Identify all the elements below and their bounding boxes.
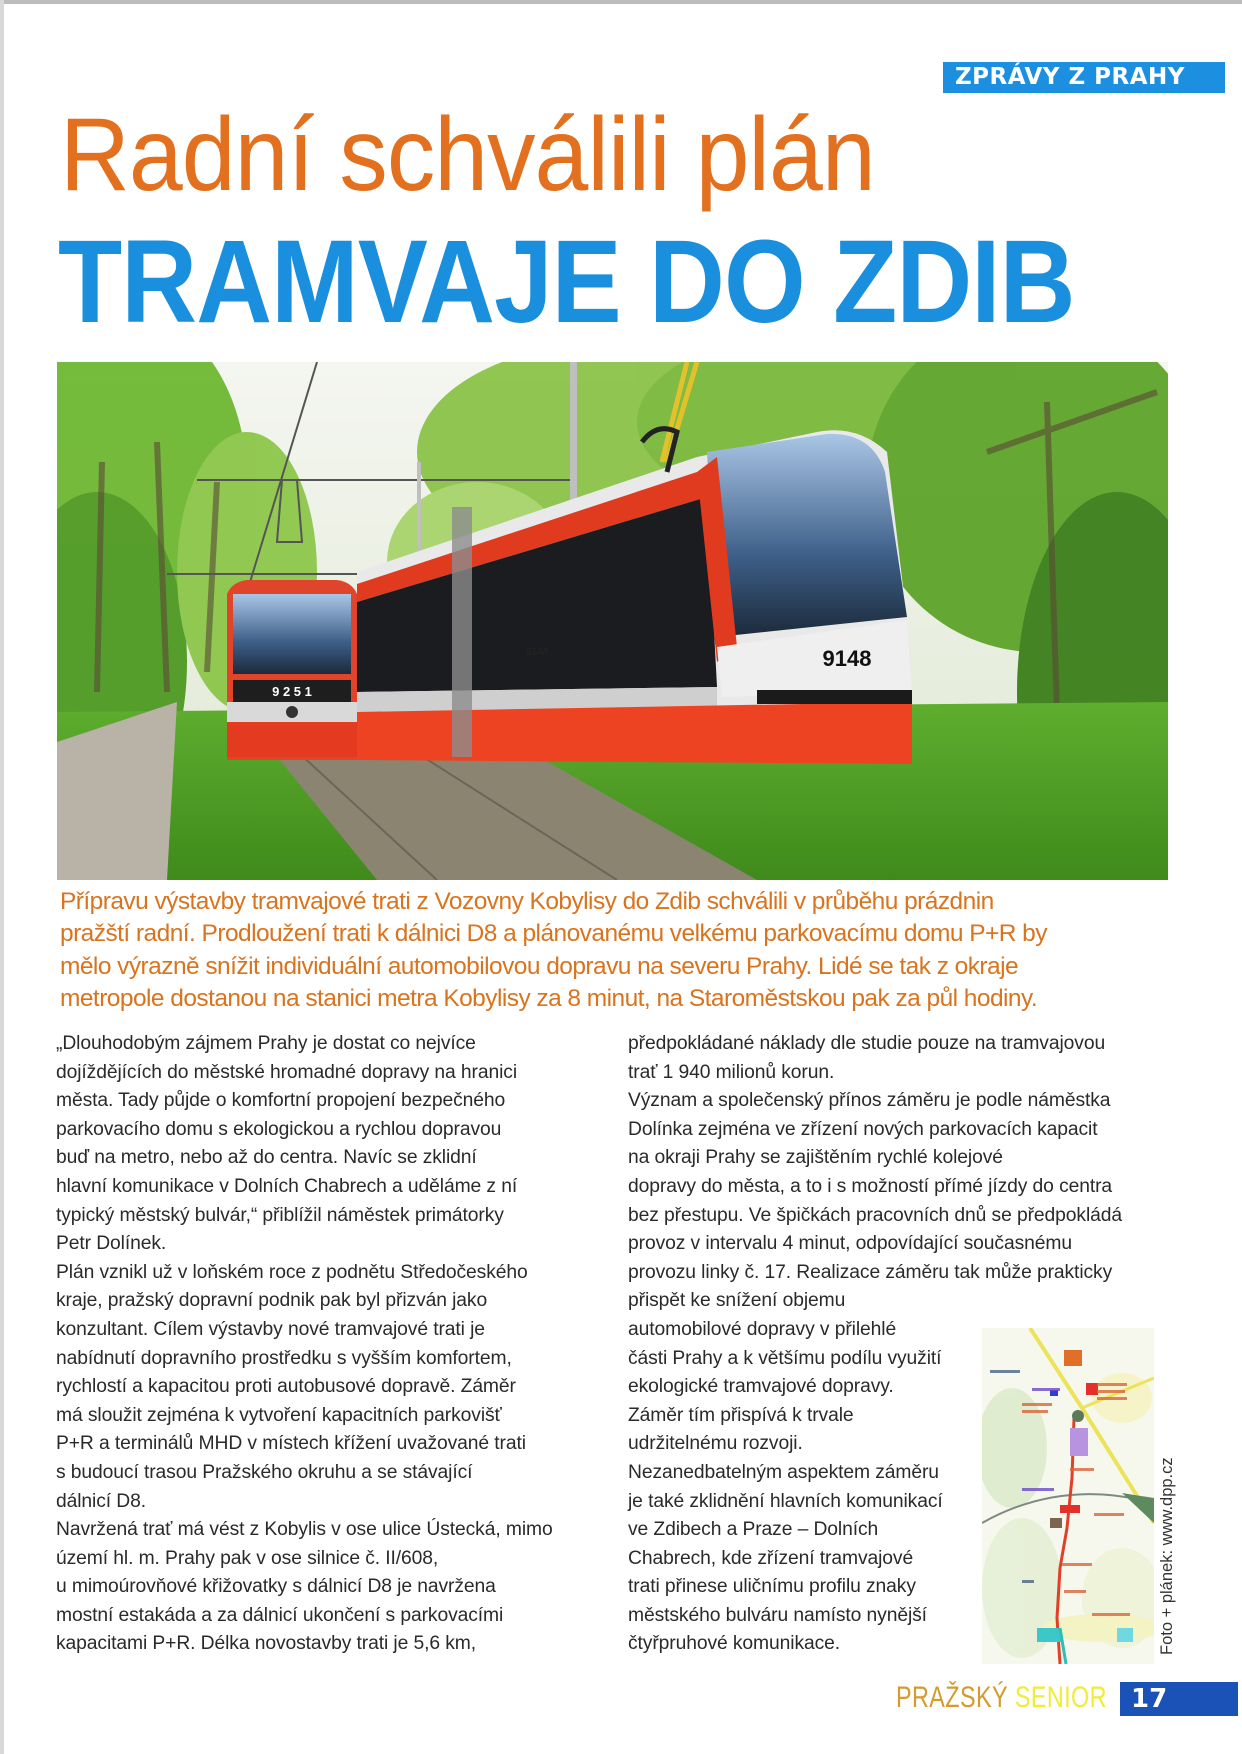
- body-line: P+R a terminálů MHD v místech křížení uvažované trati: [56, 1433, 526, 1455]
- lead-paragraph: [60, 886, 1180, 1015]
- body-line: „Dlouhodobým zájmem Prahy je dostat co nejvíce: [56, 1033, 476, 1054]
- page-edge: [0, 0, 4, 1754]
- photo-credit: Foto + plánek: www.dpp.cz: [1158, 1457, 1176, 1655]
- magazine-brand: [896, 1680, 1107, 1716]
- body-line: města. Tady půjde o komfortní propojení bezpečného: [56, 1090, 506, 1112]
- body-line: dálnicí D8.: [56, 1490, 146, 1512]
- body-line: Petr Dolínek.: [56, 1233, 167, 1255]
- body-line: ve Zdibech a Praze – Dolních: [628, 1519, 879, 1541]
- lead-line: pražští radní. Prodloužení trati k dálnici D8 a plánovanému velkému parkovacímu domu P+R by: [60, 920, 1047, 948]
- body-line: čtyřpruhové komunikace.: [628, 1633, 841, 1655]
- body-line: trať 1 940 milionů korun.: [628, 1061, 835, 1083]
- body-line: předpokládané náklady dle studie pouze na tramvajovou: [628, 1033, 1106, 1054]
- body-line: s budoucí trasou Pražského okruhu a se stávající: [56, 1461, 473, 1483]
- body-line: provoz v intervalu 4 minut, odpovídající současnému: [628, 1233, 1072, 1255]
- body-line: trati přinese uličnímu profilu znaky: [628, 1576, 916, 1598]
- body-line: udržitelnému rozvoji.: [628, 1433, 803, 1455]
- body-line: automobilové dopravy v přilehlé: [628, 1318, 897, 1340]
- body-line: hlavní komunikace v Dolních Chabrech a uděláme z ní: [56, 1175, 518, 1197]
- brand-part-1: PRAŽSKÝ: [896, 1681, 1008, 1714]
- body-line: Nezanedbatelným aspektem záměru: [628, 1461, 939, 1483]
- body-line: části Prahy a k většímu podílu využití: [628, 1347, 942, 1369]
- body-line: území hl. m. Prahy pak v ose silnice č. II/608,: [56, 1547, 439, 1569]
- body-line: Navržená trať má vést z Kobylis v ose ulice Ústecká, mimo: [56, 1519, 553, 1541]
- headline-line-2: TRAMVAJE DO ZDIB: [58, 216, 1075, 348]
- body-line: parkovacího domu s ekologickou a rychlou dopravou: [56, 1118, 502, 1140]
- body-line: rychlostí a kapacitou proti autobusové dopravě. Záměr: [56, 1376, 516, 1398]
- route-map: [982, 1328, 1154, 1664]
- section-tag: ZPRÁVY Z PRAHY: [943, 62, 1225, 93]
- body-line: je také zklidnění hlavních komunikací: [628, 1490, 943, 1512]
- lead-line: Přípravu výstavby tramvajové trati z Vozovny Kobylisy do Zdib schválili v průběhu prázdnin: [60, 888, 994, 915]
- body-line: mostní estakáda a za dálnicí ukončení s parkovacími: [56, 1604, 504, 1626]
- lead-line: metropole dostanou na stanici metra Kobylisy za 8 minut, na Staroměstskou pak za půl hodiny.: [60, 984, 1038, 1012]
- tram-right-number: 9148: [822, 646, 872, 671]
- tram-photo: [57, 362, 1168, 880]
- brand-part-2: SENIOR: [1014, 1681, 1107, 1714]
- body-line: Chabrech, kde zřízení tramvajové: [628, 1547, 914, 1569]
- tram-9251: [227, 580, 357, 760]
- body-line: u mimoúrovňové křižovatky s dálnicí D8 je navržena: [56, 1576, 496, 1598]
- body-line: městského bulváru namísto nynější: [628, 1604, 927, 1626]
- body-column-left: [56, 1030, 606, 1659]
- body-line: kapacitami P+R. Délka novostavby trati je 5,6 km,: [56, 1633, 477, 1655]
- body-line: Plán vznikl už v loňském roce z podnětu Středočeského: [56, 1261, 528, 1283]
- body-line: ekologické tramvajové dopravy.: [628, 1376, 894, 1398]
- tram-left-number: 9 2 5 1: [272, 684, 312, 699]
- page-number: 17: [1120, 1682, 1238, 1716]
- body-line: dojíždějících do městské hromadné dopravy na hranici: [56, 1061, 518, 1083]
- body-line: na okraji Prahy se zajištěním rychlé kolejové: [628, 1147, 1003, 1169]
- body-line: typický městský bulvár,“ přiblížil náměstek primátorky: [56, 1204, 504, 1226]
- body-line: Dolínka zejména ve zřízení nových parkovacích kapacit: [628, 1118, 1098, 1140]
- lead-line: mělo výrazně snížit individuální automobilovou dopravu na severu Prahy. Lidé se tak z okraje: [60, 952, 1019, 980]
- body-line: bez přestupu. Ve špičkách pracovních dnů se předpokládá: [628, 1204, 1122, 1226]
- body-line: dopravy do města, a to i s možností přímé jízdy do centra: [628, 1175, 1113, 1197]
- body-line: provozu linky č. 17. Realizace záměru tak může prakticky: [628, 1261, 1113, 1283]
- body-line: Záměr tím přispívá k trvale: [628, 1404, 854, 1426]
- body-line: buď na metro, nebo až do centra. Navíc se zklidní: [56, 1147, 477, 1169]
- body-line: Význam a společenský přínos záměru je podle náměstka: [628, 1090, 1111, 1112]
- body-line: přispět ke snížení objemu: [628, 1290, 846, 1312]
- body-line: kraje, pražský dopravní podnik pak byl přizván jako: [56, 1290, 488, 1312]
- body-line: má sloužit zejména k vytvoření kapacitních parkovišť: [56, 1404, 502, 1426]
- headline-line-1: Radní schválili plán: [60, 97, 875, 213]
- body-line: konzultant. Cílem výstavby nové tramvajové trati je: [56, 1318, 485, 1340]
- body-line: nabídnutí dopravního prostředku s vyšším komfortem,: [56, 1347, 512, 1369]
- tram-right-side-number: 9148: [525, 647, 549, 658]
- page-edge: [0, 0, 1242, 4]
